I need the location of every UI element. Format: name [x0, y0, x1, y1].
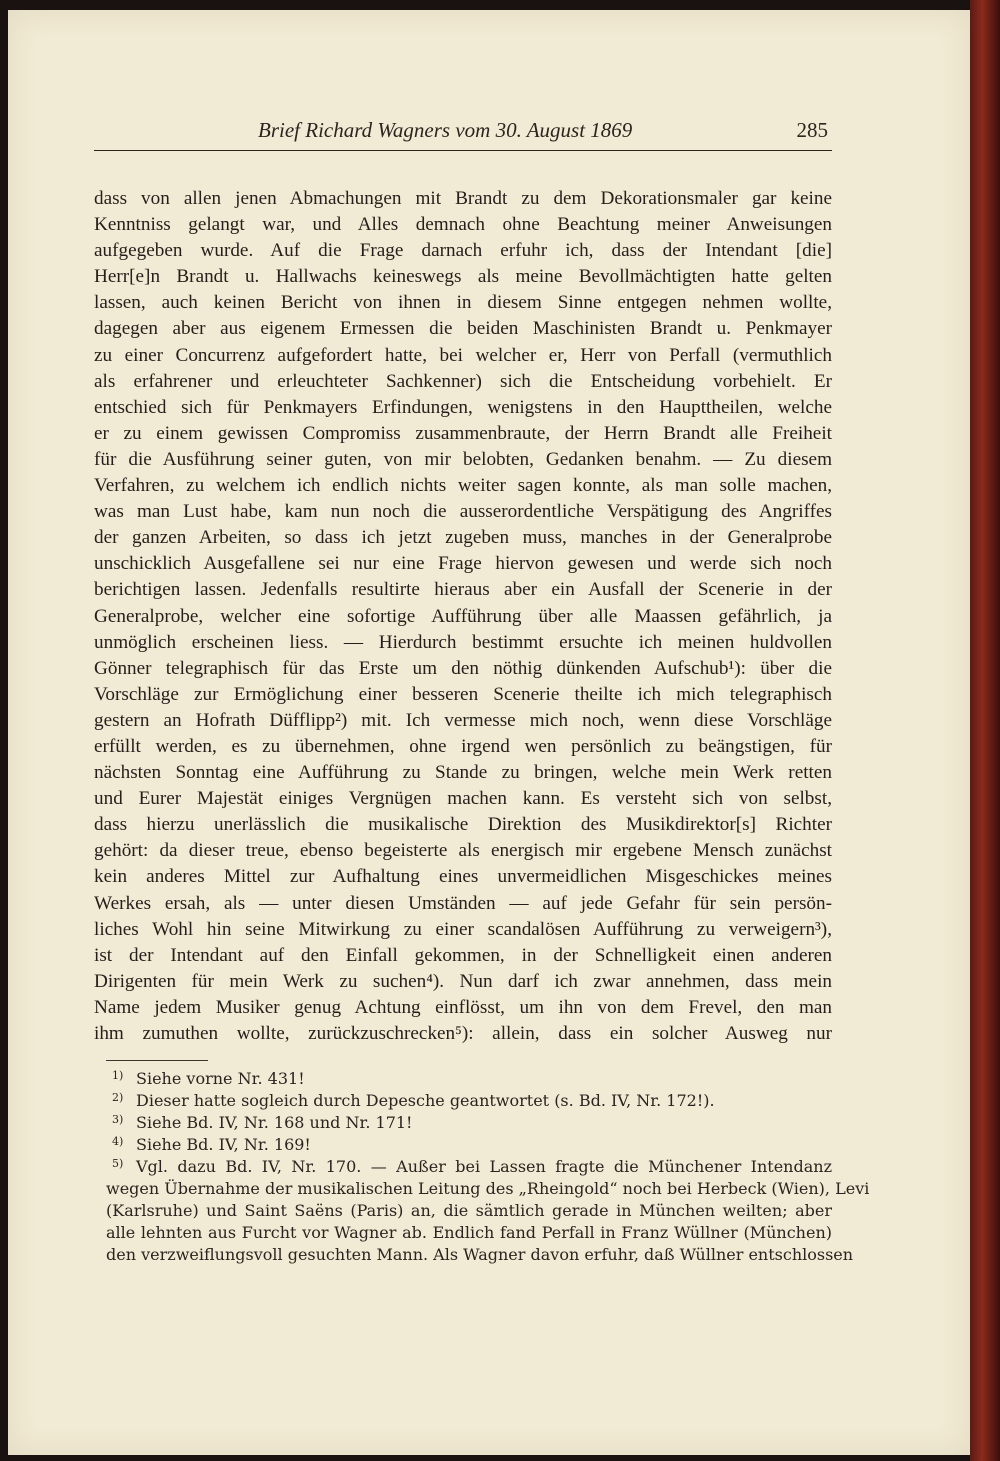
- body-line: Generalprobe, welcher eine sofortige Aufführung über alle Maassen gefährlich, ja: [94, 605, 832, 627]
- footnote: [106, 1134, 832, 1156]
- body-line: Kenntniss gelangt war, und Alles demnach ohne Beachtung meiner Anweisungen: [94, 214, 832, 236]
- body-line: unmöglich erscheinen liess. — Hierdurch bestimmt ersuchte ich meinen huldvollen: [94, 631, 832, 653]
- footnote-rule: [106, 1060, 208, 1061]
- footnote-mark: 4): [112, 1135, 124, 1148]
- body-line: gehört: da dieser treue, ebenso begeisterte als energisch mir ergebene Mensch zunächst: [94, 840, 832, 862]
- running-head-title: Brief Richard Wagners vom 30. August 1869: [258, 118, 633, 142]
- body-line: und Eurer Majestät einiges Vergnügen machen kann. Es versteht sich von selbst,: [94, 788, 832, 810]
- footnote-text: Siehe vorne Nr. 431!: [136, 1069, 305, 1088]
- body-line: Gönner telegraphisch für das Erste um den nöthig dünkenden Aufschub¹): über die: [94, 657, 832, 679]
- body-line: zu einer Concurrenz aufgefordert hatte, bei welcher er, Herr von Perfall (vermuthlich: [94, 344, 832, 366]
- body-line: der ganzen Arbeiten, so dass ich jetzt zugeben muss, manches in der Generalprobe: [94, 527, 832, 549]
- body-line: kein anderes Mittel zur Aufhaltung eines unvermeidlichen Misgeschickes meines: [94, 866, 832, 888]
- header-rule: [94, 150, 832, 151]
- body-line: ist der Intendant auf den Einfall gekommen, in der Schnelligkeit einen anderen: [94, 944, 832, 966]
- body-line: Verfahren, zu welchem ich endlich nichts weiter sagen konnte, als man solle machen,: [94, 475, 832, 497]
- body-line: Name jedem Musiker genug Achtung einflösst, um ihn von dem Frevel, den man: [94, 996, 832, 1018]
- footnote-mark: 3): [112, 1113, 124, 1126]
- footnote: [106, 1090, 832, 1112]
- body-line: was man Lust habe, kam nun noch die ausserordentliche Verspätigung des Angriffes: [94, 501, 832, 523]
- footnotes: [106, 1068, 870, 1266]
- body-line: liches Wohl hin seine Mitwirkung zu einer scandalösen Aufführung zu verweigern³),: [94, 918, 832, 940]
- body-line: für die Ausführung seiner guten, von mir belobten, Gedanken benahm. — Zu diesem: [94, 448, 832, 470]
- body-line: er zu einem gewissen Compromiss zusammenbraute, der Herrn Brandt alle Freiheit: [94, 422, 832, 444]
- body-text: [94, 186, 832, 1047]
- body-line: Werkes ersah, als — unter diesen Umständen — auf jede Gefahr für sein persön-: [94, 892, 832, 914]
- body-line: als erfahrener und erleuchteter Sachkenner) sich die Entscheidung vorbehielt. Er: [94, 370, 832, 392]
- body-line: aufgegeben wurde. Auf die Frage darnach erfuhr ich, dass der Intendant [die]: [94, 240, 832, 262]
- body-line: Dirigenten für mein Werk zu suchen⁴). Nun darf ich zwar annehmen, dass mein: [94, 970, 832, 992]
- body-line: entschied sich für Penkmayers Erfindungen, wenigstens in den Haupttheilen, welche: [94, 396, 832, 418]
- body-line: dagegen aber aus eigenem Ermessen die beiden Maschinisten Brandt u. Penkmayer: [94, 318, 832, 340]
- footnote-mark: 1): [112, 1069, 124, 1082]
- page-number: 285: [796, 118, 828, 142]
- book-edge: [970, 0, 1000, 1461]
- footnote-continuation-line: den verzweiflungsvoll gesuchten Mann. Als Wagner davon erfuhr, daß Wüllner entschlossen: [106, 1245, 854, 1264]
- body-line: dass von allen jenen Abmachungen mit Brandt zu dem Dekorationsmaler gar keine: [94, 188, 832, 209]
- footnote: [106, 1112, 832, 1134]
- footnote-text: Siehe Bd. IV, Nr. 169!: [136, 1135, 311, 1154]
- footnote: [106, 1156, 832, 1178]
- footnote-text: Vgl. dazu Bd. IV, Nr. 170. — Außer bei Lassen fragte die Münchener Intendanz: [136, 1157, 832, 1176]
- body-line: berichtigen lassen. Jedenfalls resultirte hieraus aber ein Ausfall der Scenerie in der: [94, 579, 832, 601]
- body-line: Vorschläge zur Ermöglichung einer besseren Scenerie theilte ich mich telegraphisch: [94, 683, 832, 705]
- body-line: erfüllt werden, es zu übernehmen, ohne irgend wen persönlich zu beängstigen, für: [94, 735, 832, 757]
- footnote-continuation-line: (Karlsruhe) und Saint Saëns (Paris) an, die sämtlich gerade in München weilten; aber: [106, 1201, 832, 1220]
- footnote-continuation-line: alle lehnten aus Furcht vor Wagner ab. Endlich fand Perfall in Franz Wüllner (München): [106, 1223, 832, 1242]
- footnote-text: Siehe Bd. IV, Nr. 168 und Nr. 171!: [136, 1113, 413, 1132]
- footnote: [106, 1068, 832, 1090]
- body-line: Herr[e]n Brandt u. Hallwachs keineswegs als meine Bevollmächtigten hatte gelten: [94, 266, 832, 288]
- footnote-mark: 2): [112, 1091, 124, 1104]
- body-line: gestern an Hofrath Düfflipp²) mit. Ich vermesse mich noch, wenn diese Vorschläge: [94, 709, 832, 731]
- footnote-continuation-line: wegen Übernahme der musikalischen Leitung des „Rheingold“ noch bei Herbeck (Wien), Levi: [106, 1179, 870, 1198]
- body-line: ihm zumuthen wollte, zurückzuschrecken⁵): allein, dass ein solcher Ausweg nur: [94, 1023, 832, 1044]
- body-line: unschicklich Ausgefallene sei nur eine Frage hiervon gewesen und werde sich noch: [94, 553, 832, 575]
- footnote-text: Dieser hatte sogleich durch Depesche geantwortet (s. Bd. IV, Nr. 172!).: [136, 1091, 715, 1110]
- body-line: lassen, auch keinen Bericht von ihnen in diesem Sinne entgegen nehmen wollte,: [94, 292, 832, 314]
- body-line: nächsten Sonntag eine Aufführung zu Stande zu bringen, welche mein Werk retten: [94, 762, 832, 784]
- body-line: dass hierzu unerlässlich die musikalische Direktion des Musikdirektor[s] Richter: [94, 814, 832, 836]
- footnote-mark: 5): [112, 1157, 124, 1170]
